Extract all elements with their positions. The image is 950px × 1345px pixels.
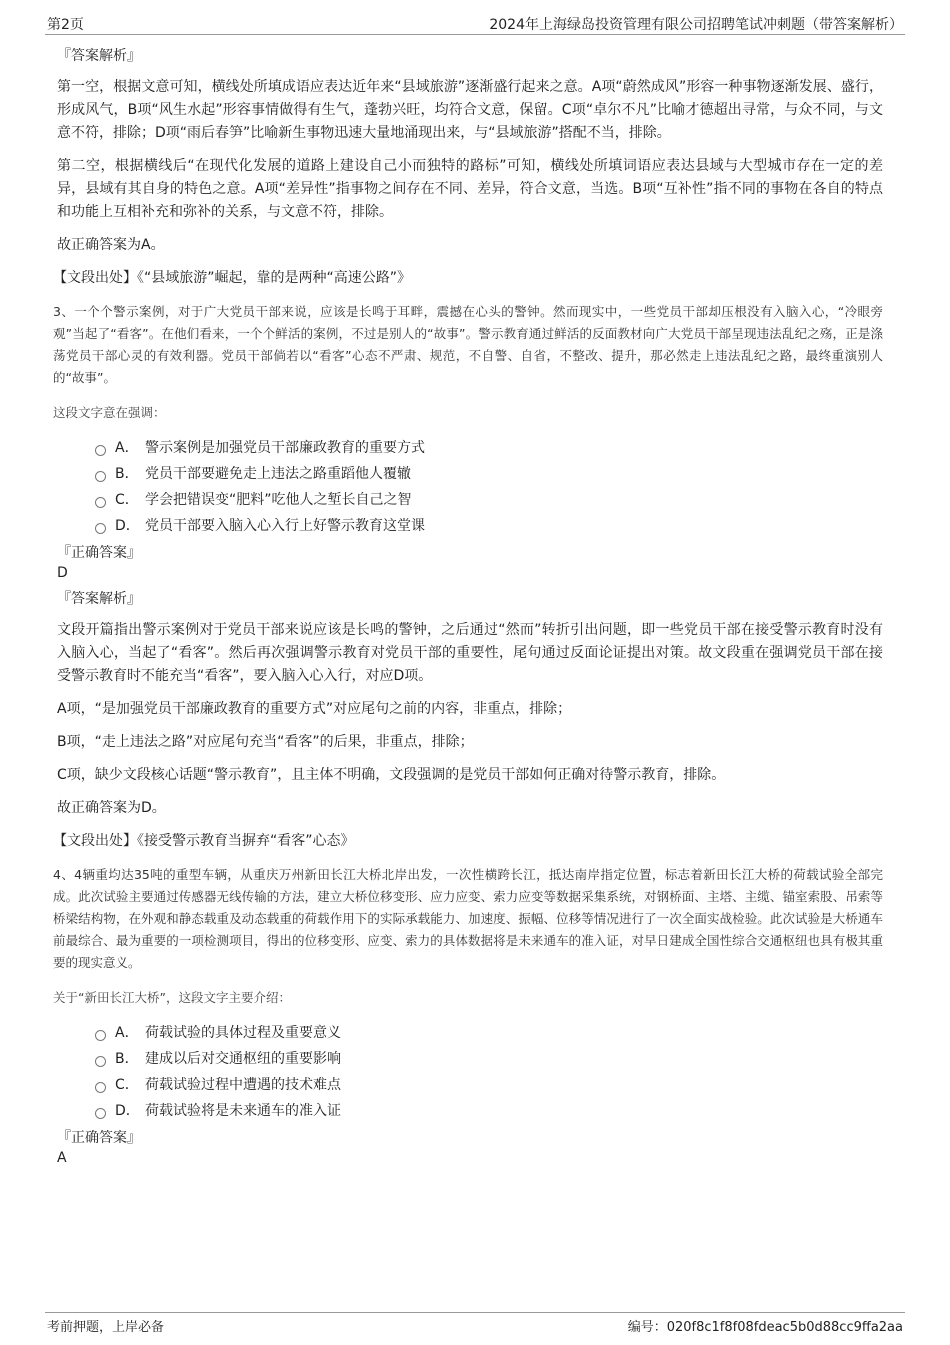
option-letter: B．: [115, 466, 139, 482]
radio-icon[interactable]: [95, 523, 106, 534]
radio-icon[interactable]: [95, 1056, 106, 1067]
page-footer: [45, 1312, 905, 1335]
radio-icon[interactable]: [95, 471, 106, 482]
option-text: 荷载试验将是未来通车的准入证: [145, 1103, 341, 1119]
option-letter: D．: [115, 518, 140, 534]
q3-answer-label: 『正确答案』: [57, 545, 141, 561]
q3-option-a[interactable]: [95, 435, 883, 461]
option-text: 建成以后对交通枢纽的重要影响: [145, 1051, 341, 1067]
option-text: 党员干部要入脑入心入行上好警示教育这堂课: [145, 518, 425, 534]
radio-icon[interactable]: [95, 1108, 106, 1119]
q2-analysis-label: 『答案解析』: [57, 48, 141, 64]
q2-analysis-p1: 第一空，根据文意可知，横线处所填成语应表达近年来“县域旅游”逐渐盛行起来之意。A项“蔚然成风”形容一种事物逐渐发展、盛行，形成风气，B项“风生水起”形容事情做得有生气，蓬勃兴旺，均符合文意，保留。C项“卓尔不凡”比喻才德超出寻常，与众不同，与文意不符，排除；D项“雨后春笋”比喻新生事物迅速大量地涌现出来，与“县域旅游”搭配不当，排除。: [57, 79, 883, 141]
radio-icon[interactable]: [95, 1082, 106, 1093]
q4-option-c[interactable]: [95, 1072, 883, 1098]
document-id: 编号：020f8c1f8f08fdeac5b0d88cc9ffa2aa: [627, 1320, 903, 1335]
q3-analysis-p3: B项，“走上违法之路”对应尾句充当“看客”的后果，非重点，排除；: [57, 734, 474, 750]
document-title: 2024年上海绿岛投资管理有限公司招聘笔试冲刺题（带答案解析）: [489, 17, 903, 33]
q3-analysis-p1: 文段开篇指出警示案例对于党员干部来说应该是长鸣的警钟，之后通过“然而”转折引出问题，即一些党员干部在接受警示教育时没有入脑入心，当起了“看客”。然后再次强调警示教育对党员干部的重要性，尾句通过反面论证提出对策。故文段重在强调党员干部在接受警示教育时不能充当“看客”，要入脑入心入行，对应D项。: [57, 622, 883, 684]
document-body: [53, 46, 883, 1174]
option-text: 荷载试验的具体过程及重要意义: [145, 1025, 341, 1041]
option-text: 荷载试验过程中遭遇的技术难点: [145, 1077, 341, 1093]
option-letter: A．: [115, 440, 139, 456]
option-text: 党员干部要避免走上违法之路重蹈他人覆辙: [145, 466, 411, 482]
q4-text: 4、4辆重均达35吨的重型车辆，从重庆万州新田长江大桥北岸出发，一次性横跨长江，抵达南岸指定位置，标志着新田长江大桥的荷载试验全部完成。此次试验主要通过传感器无线传输的方法，建立大桥位移变形、应力应变、索力应变等数据采集系统，对钢桥面、主塔、主缆、锚室索股、吊索等桥梁结构物，在外观和静态载重及动态载重的荷载作用下的实际承载能力、加速度、振幅、位移等情况进行了一次全面实战检验。此次试验是大桥通车前最综合、最为重要的一项检测项目，得出的位移变形、应变、索力的具体数据将是未来通车的准入证，对早日建成全国性综合交通枢纽也具有极其重要的现实意义。: [53, 867, 883, 970]
option-letter: B．: [115, 1051, 139, 1067]
q3-analysis-label: 『答案解析』: [57, 591, 141, 607]
q3-prompt: 这段文字意在强调：: [53, 405, 166, 420]
q4-answer: A: [57, 1150, 67, 1166]
q3-answer: D: [57, 565, 68, 581]
radio-icon[interactable]: [95, 497, 106, 508]
q3-text: 3、一个个警示案例，对于广大党员干部来说，应该是长鸣于耳畔，震撼在心头的警钟。然而现实中，一些党员干部却压根没有入脑入心，“冷眼旁观”当起了“看客”。在他们看来，一个个鲜活的案例，不过是别人的“故事”。警示教育通过鲜活的反面教材向广大党员干部呈现违法乱纪之殇，正是涤荡党员干部心灵的有效利器。党员干部倘若以“看客”心态不严肃、规范，不自警、自省，不整改、提升，那必然走上违法乱纪之路，最终重演别人的“故事”。: [53, 304, 883, 385]
footer-slogan: 考前押题，上岸必备: [47, 1320, 165, 1335]
q4-prompt: 关于“新田长江大桥”，这段文字主要介绍：: [53, 990, 291, 1005]
q3-source: 【文段出处】《接受警示教育当摒弃“看客”心态》: [53, 833, 355, 849]
q3-analysis-p4: C项，缺少文段核心话题“警示教育”，且主体不明确，文段强调的是党员干部如何正确对待警示教育，排除。: [57, 767, 726, 783]
q2-conclusion: 故正确答案为A。: [57, 237, 165, 253]
q2-analysis-p2: 第二空，根据横线后“在现代化发展的道路上建设自己小而独特的路标”可知，横线处所填词语应表达县域与大型城市存在一定的差异，县域有其自身的特色之意。A项“差异性”指事物之间存在不同、差异，符合文意，当选。B项“互补性”指不同的事物在各自的特点和功能上互相补充和弥补的关系，与文意不符，排除。: [57, 158, 883, 220]
option-letter: D．: [115, 1103, 140, 1119]
q4-option-b[interactable]: [95, 1046, 883, 1072]
q3-options: [95, 435, 883, 539]
q3-option-d[interactable]: [95, 513, 883, 539]
q2-source: 【文段出处】《“县域旅游”崛起，靠的是两种“高速公路”》: [53, 270, 412, 286]
q3-option-b[interactable]: [95, 461, 883, 487]
q4-option-a[interactable]: [95, 1020, 883, 1046]
page-number: 第2页: [47, 17, 84, 33]
option-letter: C．: [115, 492, 139, 508]
q3-conclusion: 故正确答案为D。: [57, 800, 166, 816]
radio-icon[interactable]: [95, 445, 106, 456]
q4-options: [95, 1020, 883, 1124]
q3-option-c[interactable]: [95, 487, 883, 513]
option-letter: C．: [115, 1077, 139, 1093]
option-text: 学会把错误变“肥料”吃他人之堑长自己之智: [145, 492, 412, 508]
q3-analysis-p2: A项，“是加强党员干部廉政教育的重要方式”对应尾句之前的内容，非重点，排除；: [57, 701, 572, 717]
option-letter: A．: [115, 1025, 139, 1041]
page-header: [45, 12, 905, 35]
q4-answer-label: 『正确答案』: [57, 1130, 141, 1146]
radio-icon[interactable]: [95, 1030, 106, 1041]
q4-option-d[interactable]: [95, 1098, 883, 1124]
option-text: 警示案例是加强党员干部廉政教育的重要方式: [145, 440, 425, 456]
